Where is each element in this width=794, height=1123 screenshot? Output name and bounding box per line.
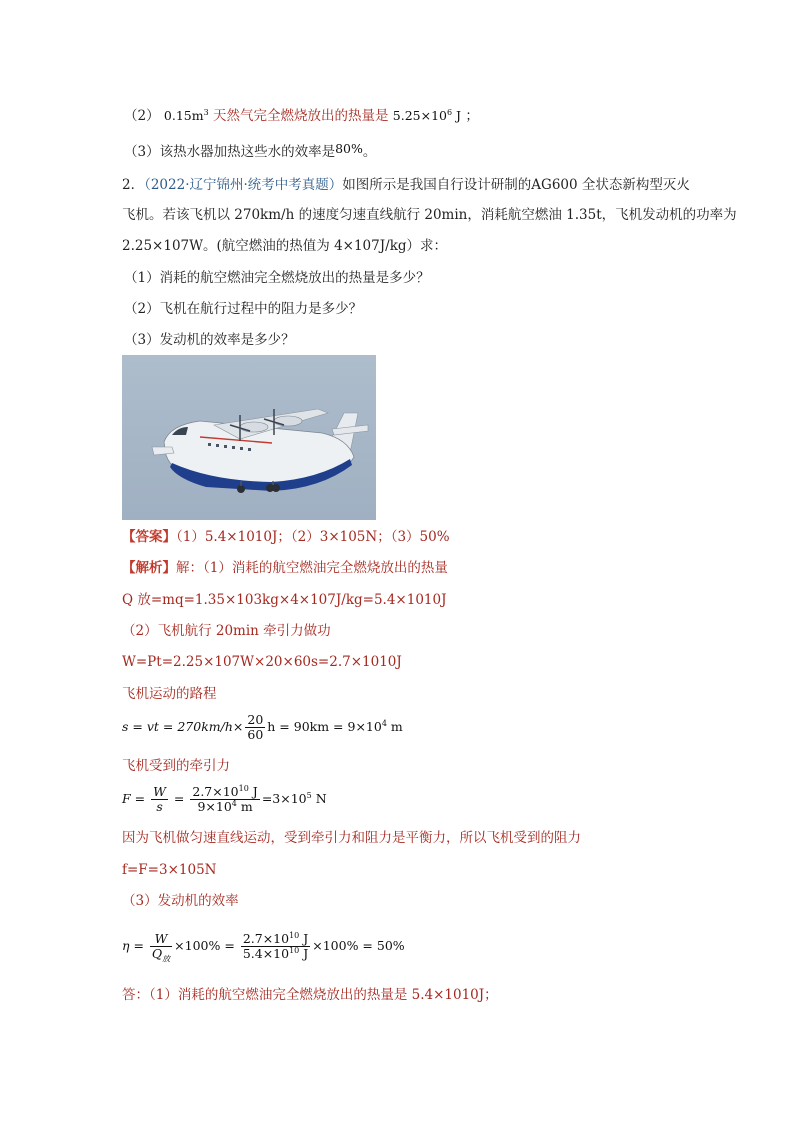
efficiency-mid: ×100% =: [174, 938, 239, 953]
prefix: （2）: [124, 108, 160, 124]
question-3: （3）发动机的效率是多少？: [124, 332, 295, 348]
force-den-exp: 4: [231, 798, 237, 808]
analysis-intro: [122, 558, 448, 578]
heat-symbol-q: Q: [151, 946, 163, 961]
balance-text: 因为飞机做匀速直线运动，受到牵引力和阻力是平衡力，所以飞机受到的阻力: [122, 830, 581, 846]
force-value-fraction: [190, 785, 259, 814]
force-den-unit: m: [236, 799, 253, 814]
distance-rhs: h = 90km = 9×10: [267, 719, 382, 734]
force-formula: [122, 782, 327, 816]
force-num-base: 2.7×10: [192, 784, 239, 799]
heat-equation: Q 放=mq=1.35×103kg×4×107J/kg=5.4×1010J: [122, 592, 447, 608]
answer-line: [122, 527, 450, 547]
distance-lhs: s = vt = 270km/h×: [122, 719, 244, 734]
force-den-base: 9×10: [197, 799, 232, 814]
force-num-unit: J: [248, 784, 258, 799]
aircraft-illustration: [122, 355, 376, 520]
q3-text: （3）该热水器加热这些水的效率是: [124, 144, 336, 160]
time-fraction-num: 20: [247, 712, 264, 727]
force-title: 飞机受到的牵引力: [122, 758, 230, 774]
heat-symbol-sub: 放: [162, 954, 171, 964]
q3-value: 80%: [335, 141, 363, 156]
efficiency-num-exp: 10: [289, 930, 300, 940]
force-num: [190, 785, 259, 800]
efficiency-num-base: 2.7×10: [242, 931, 290, 946]
heat-exp: 6: [446, 107, 453, 117]
prev-answer-line-3: [124, 142, 376, 162]
q3-suffix: 。: [362, 144, 377, 160]
force-num-exp: 10: [238, 783, 249, 793]
analysis-intro-text: 解：（1）消耗的航空燃油完全燃烧放出的热量: [176, 560, 448, 576]
work-symbol-2: W: [150, 932, 172, 947]
time-fraction: [245, 713, 265, 742]
time-fraction-den: 60: [247, 727, 264, 742]
efficiency-den-base: 5.4×10: [242, 946, 290, 961]
prev-answer-line-2: [124, 106, 479, 126]
distance-formula: [122, 710, 403, 744]
work-over-distance: [151, 785, 168, 814]
drag-equation: f=F=3×105N: [122, 862, 217, 878]
force-rhs-unit: N: [311, 791, 327, 806]
efficiency-den-unit: J: [299, 946, 309, 961]
stem-text-1: 如图所示是我国自行设计研制的AG600 全状态新构型灭火: [342, 177, 690, 193]
aircraft-photo: [122, 355, 376, 520]
formula-volume: [164, 108, 209, 123]
efficiency-lhs: η =: [122, 938, 148, 953]
distance-rhs-unit: m: [386, 719, 403, 734]
efficiency-den: [241, 947, 310, 961]
force-rhs-exp: 5: [306, 790, 312, 800]
q2-text: 天然气完全燃烧放出的热量是: [212, 108, 389, 124]
question-1: （1）消耗的航空燃油完全燃烧放出的热量是多少？: [124, 270, 430, 286]
efficiency-num: [241, 932, 310, 947]
distance-rhs-exp: 4: [381, 718, 387, 728]
heat: 5.25×10: [392, 108, 447, 123]
problem-stem-line-3: 2.25×107W。(航空燃油的热值为 4×107J/kg）求：: [122, 238, 448, 254]
heat-symbol: [150, 946, 172, 964]
answer-tag: 【答案】: [122, 529, 176, 545]
efficiency-rhs: ×100% = 50%: [312, 938, 405, 953]
force-rhs: =3×10: [261, 791, 307, 806]
work-symbol: W: [153, 784, 166, 799]
problem-source: （2022·辽宁锦州·统考中考真题）: [144, 177, 343, 193]
step3-title: （3）发动机的效率: [122, 893, 239, 909]
volume: 0.15m: [163, 108, 204, 123]
force-den: [190, 800, 259, 814]
efficiency-num-unit: J: [299, 931, 309, 946]
formula-heat: [393, 108, 461, 123]
path-title: 飞机运动的路程: [122, 686, 217, 702]
efficiency-den-exp: 10: [289, 945, 300, 955]
problem-stem-line-1: [122, 175, 690, 195]
answer-text: （1）5.4×1010J；（2）3×105N；（3）50%: [176, 529, 450, 545]
final-answer: 答：（1）消耗的航空燃油完全燃烧放出的热量是 5.4×1010J；: [122, 987, 498, 1003]
work-over-heat: [150, 931, 172, 964]
force-lhs: F =: [122, 791, 150, 806]
heat-unit: J: [452, 108, 462, 123]
efficiency-value-fraction: [241, 932, 310, 961]
question-2: （2）飞机在航行过程中的阻力是多少？: [124, 301, 363, 317]
equals: =: [169, 791, 189, 806]
problem-number: 2．: [122, 177, 145, 193]
suffix: ；: [465, 108, 479, 124]
distance-symbol: s: [156, 799, 163, 814]
analysis-tag: 【解析】: [122, 560, 176, 576]
problem-stem-line-2: 飞机。若该飞机以 270km/h 的速度匀速直线航行 20min，消耗航空燃油 1.35t，飞机发动机的功率为: [122, 207, 737, 223]
work-equation: W=Pt=2.25×107W×20×60s=2.7×1010J: [122, 654, 402, 670]
volume-exp: 3: [203, 107, 209, 117]
step2-title: （2）飞机航行 20min 牵引力做功: [122, 623, 331, 639]
efficiency-formula: [122, 928, 405, 964]
